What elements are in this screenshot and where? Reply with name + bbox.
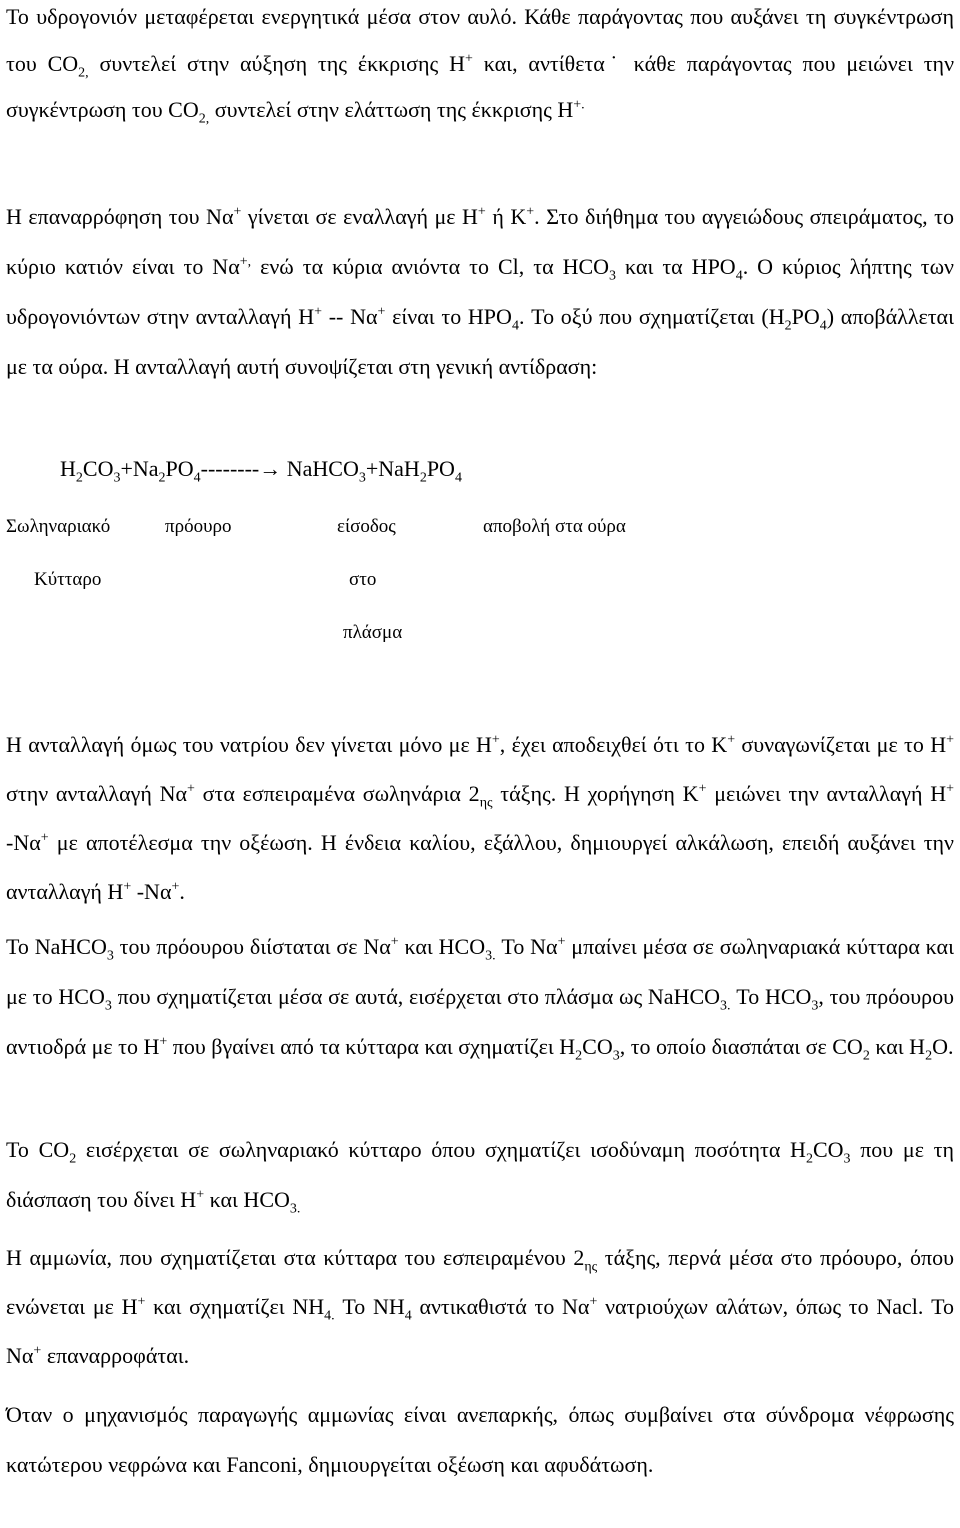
label-entry: είσοδος xyxy=(337,516,396,537)
paragraph-hydrogen-secretion: Το υδρογονιόν μεταφέρεται ενεργητικά μέσα στον αυλό. Κάθε παράγοντας που αυξάνει τη συγκέντρωση του $CO_{2,}$ συντελεί στην αύξηση της έκκρισης Η+ και, αντίθετα˙ κάθε παράγοντας που μειώνει την συγκέντρωση του $CO_{2,}$ συντελεί στην ελάττωση της έκκρισης Η+. xyxy=(6,4,955,127)
paragraph-co2-entry: Το $CO_2$ εισέρχεται σε σωληναριακό κύτταρο όπου σχηματίζει ισοδύναμη ποσότητα $H_2CO_3$ που με τη διάσπαση του δίνει Η+ και $HCO_{3.}$ xyxy=(6,1137,954,1217)
chemical-reaction: $H_2CO_3+Na_2PO_4--------\to$ $NaHCO_3+NaH_2PO_4$ xyxy=(60,456,462,486)
paragraph-insufficient-ammonia: Όταν ο μηχανισμός παραγωγής αμμωνίας είναι ανεπαρκής, όπως συμβαίνει στα σύνδρομα νέφρωσης κατώτερου νεφρώνα και Fanconi, δημιουργείται οξέωση και αφυδάτωση. xyxy=(6,1402,954,1477)
right-arrow-icon: → xyxy=(259,456,282,481)
label-excretion-urine: αποβολή στα ούρα xyxy=(483,516,626,537)
paragraph-bicarbonate: Το NaHCO$_3$ του πρόουρου διίσταται σε Να+ και $HCO_{3.}$ Το Να+ μπαίνει μέσα σε σωληναριακά κύτταρα και με το $HCO_3$ που σχηματίζεται μέσα σε αυτά, εισέρχεται στο πλάσμα ως NaHCO$_{3.}$ Το $HCO_3$, του πρόουρου αντιοδρά με το Η+ που βγαίνει από τα κύτταρα και σχηματίζει $H_2CO_3$, το οποίο διασπάται σε $CO_2$ και $H_2O$. xyxy=(6,934,955,1064)
label-plasma: πλάσμα xyxy=(343,622,403,643)
paragraph-sodium-reabsorption: Η επαναρρόφηση του Να+ γίνεται σε εναλλαγή με Η+ ή Κ+. Στο διήθημα του αγγειώδους σπειράματος, το κύριο κατιόν είναι το Να+, ενώ τα κύρια ανιόντα το Cl, τα $HCO_3$ και τα $HPO_4$. Ο κύριος λήπτης των υδρογονιόντων στην ανταλλαγή Η+ -- Να+ είναι το $HPO_4$. Το οξύ που σχηματίζεται $(H_2PO_4)$ αποβάλλεται με τα ούρα. Η ανταλλαγή αυτή συνοψίζεται στη γενική αντίδραση: xyxy=(6,204,955,379)
label-cell: Κύτταρο xyxy=(34,569,102,590)
label-tubular: Σωληναριακό xyxy=(6,516,111,537)
paragraph-ammonia: Η αμμωνία, που σχηματίζεται στα κύτταρα του εσπειραμένου $2_{\eta\varsigma}$ τάξης, περνά μέσα στο πρόουρο, όπου ενώνεται με Η+ και σχηματίζει $NH_{4.}$ Το $NH_4$ αντικαθιστά το Να+ νατριούχων αλάτων, όπως το Nacl. Το Να+ επαναρροφάται. xyxy=(6,1245,955,1368)
label-pre-urine: πρόουρο xyxy=(165,516,232,537)
label-into: στο xyxy=(349,569,377,590)
paragraph-potassium-competition: Η ανταλλαγή όμως του νατρίου δεν γίνεται μόνο με Η+, έχει αποδειχθεί ότι το Κ+ συναγωνίζεται με το Η+ στην ανταλλαγή Να+ στα εσπειραμένα σωληνάρια $2_{\eta\varsigma}$ τάξης. Η χορήγηση Κ+ μειώνει την ανταλλαγή Η+ -Να+ με αποτέλεσμα την οξέωση. Η ένδεια καλίου, εξάλλου, δημιουργεί αλκάλωση, επειδή αυξάνει την ανταλλαγή Η+ -Να+. xyxy=(6,732,954,904)
